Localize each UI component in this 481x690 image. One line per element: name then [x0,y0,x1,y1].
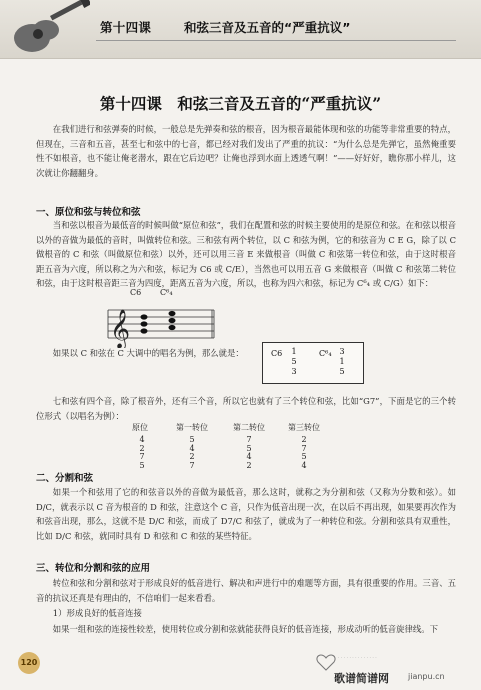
inversion-note: 4 [301,460,307,470]
inversion-note: 5 [139,460,145,470]
inversion-note: 2 [301,435,307,444]
inversion-note: 7 [301,443,307,453]
box-note: 5 [291,357,297,366]
box-note: 1 [291,347,297,356]
section3-paragraph-2: 如果一组和弦的连接性较差，使用转位或分割和弦就能获得良好的低音连接，形成动听的低音旋律线。下 [52,624,439,634]
inversion-header-second: 第二转位 [233,423,265,432]
section1-paragraph-1: 当和弦以根音为最低音的时候叫做“原位和弦”，我们在配置和弦的时候主要使用的是原位和弦。在和弦以根音以外的音做为最低的音时，叫做转位和弦。三和弦有两个转位，以 C 和弦为例，它的和弦音为 C E G，除了以 C 做根音的 C 和弦（叫做原位和弦）以外，还可以用三音 E 来做根音（叫做 C 和弦第一转位和弦，由于这时根音距五音为六度，所以称之为六和弦，标记为 C6 或 C/E），当然也可以用五音 G 来做根音（叫做 C 和弦第二转位和弦，由于这时根音距三音为四度，距离五音为六度，所以，也称为四六和弦，标记为 C⁶₄ 或 C/G）如下： [36,220,456,288]
section3-subheading: 1）形成良好的低音连接 [52,608,142,618]
inversion-column-second [243,436,255,470]
watermark-site-url: jianpu.cn [408,672,445,681]
box-note: 1 [339,357,345,366]
inversion-note: 5 [189,435,195,444]
section3-paragraph-1: 转位和弦和分割和弦对于形成良好的低音进行、解决和声进行中的难题等方面，具有很重要的作用。三音、五音的抗议还真是有理由的，不信咱们一起来看看。 [36,578,456,603]
inversion-note: 5 [301,452,307,462]
section1-paragraph-2: 如果以 C 和弦在 C 大调中的唱名为例，那么就是： [52,348,244,358]
inversion-header-first: 第一转位 [176,423,208,432]
inversion-note: 7 [246,435,252,444]
inversion-column-root [136,436,148,470]
box-notes-c6 [289,347,299,377]
inversion-column-first [186,436,198,470]
section2-paragraph-1: 如果一个和弦用了它的和弦音以外的音做为最低音，那么这时，就称之为分割和弦（又称为分数和弦）。如 D/C，就表示以 C 音为根音的 D 和弦，注意这个 C 音，只作为低音出现一次，在以后不再出现，如果要再次作为和弦音出现，那么，这就不是 D/C 和弦，而成了 D7/C 和弦了，就成为了一种转位和弦。分割和弦具有双重性，比如 D/C 和弦，就同时具有 D 和弦和 C 和弦的某些特征。 [36,487,456,541]
section1-paragraph-3: 七和弦有四个音，除了根音外，还有三个音，所以它也就有了三个转位和弦，比如“G7”，下面是它的三个转位形式（以唱名为例）： [36,396,456,421]
watermark-small-print: · · · · · · · · · · · · · · [338,656,377,661]
box-label-c64: C⁶₄ [319,349,332,358]
staff-chord-label-1: C6 [130,288,142,297]
page-title: 第十四课 和弦三音及五音的“严重抗议” [99,94,382,113]
page-header [0,0,481,59]
inversion-header-root: 原位 [132,423,148,432]
box-label-c6: C6 [271,349,283,358]
page-number-badge: 120 [18,652,40,674]
guitar-icon [6,0,90,58]
music-staff [106,300,216,348]
inversion-note: 2 [246,460,252,470]
inversion-note: 7 [139,452,145,462]
section-heading-1: 一、原位和弦与转位和弦 [36,207,141,218]
inversion-note: 2 [139,443,145,453]
box-note: 3 [291,367,297,376]
header-rule [96,40,456,41]
inversion-column-third [298,436,310,470]
intro-paragraph: 在我们进行和弦弹奏的时候，一般总是先弹奏和弦的根音，因为根音最能体现和弦的功能等非常重要的特点，但现在，三音和五音，甚至七和弦中的七音，都已经对我们发出了严重的抗议：“为什么总是先弹它，虽然俺重要性不如根音，也不能让俺老潜水，跟在它后边吧？让俺也浮到水面上透透气啊！”——好好好，瞧你那小样儿，这次就让你翻翻身。 [36,124,456,178]
header-lesson-number: 第十四课 [100,20,152,35]
staff-chord-label-2: C⁶₄ [160,288,173,297]
box-notes-c64 [337,347,347,377]
inversion-header-third: 第三转位 [288,423,320,432]
solfege-box [262,342,364,384]
section-heading-3: 三、转位和分割和弦的应用 [36,563,151,574]
inversion-note: 4 [189,443,195,453]
watermark-site-name: 歌谱简谱网 [334,672,389,685]
inversion-note: 5 [246,443,252,453]
section-heading-2: 二、分割和弦 [36,473,94,484]
box-note: 3 [339,347,345,356]
box-note: 5 [339,367,345,376]
inversion-note: 4 [139,435,145,444]
inversion-note: 7 [189,460,195,470]
inversion-note: 2 [189,452,195,462]
svg-text:𝄞: 𝄞 [110,309,131,348]
header-lesson-name: 和弦三音及五音的“严重抗议” [184,20,351,35]
inversion-note: 4 [246,452,252,462]
